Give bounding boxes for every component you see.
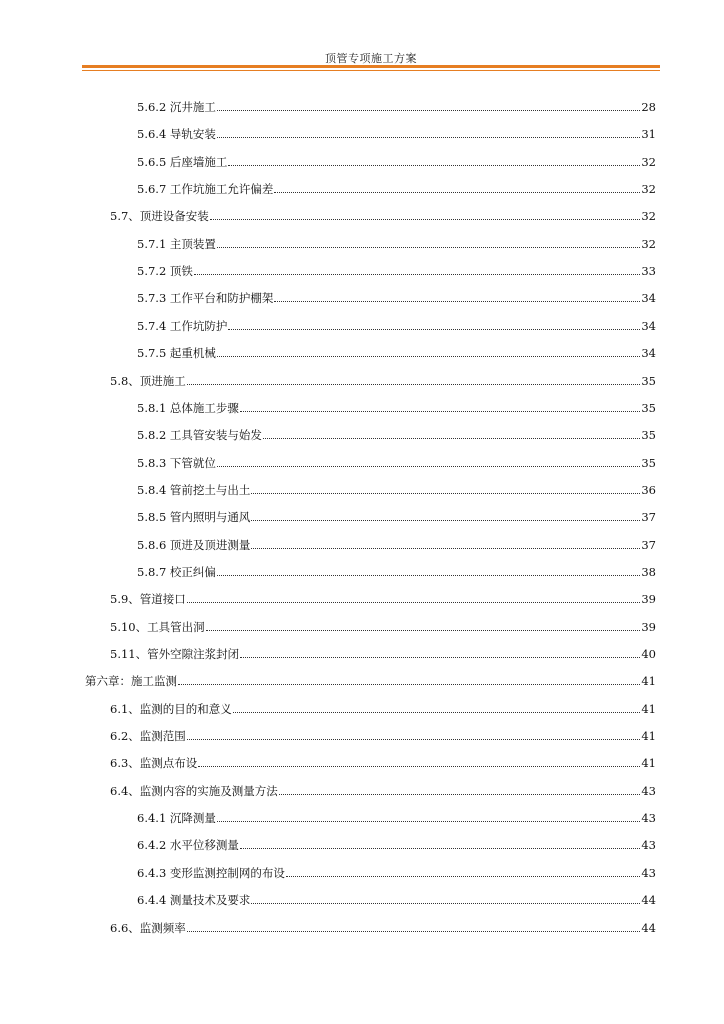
toc-entry-title: 5.7.2 顶铁 [137, 264, 193, 279]
toc-dot-leader [217, 246, 640, 248]
toc-dot-leader [206, 629, 641, 631]
toc-entry[interactable] [110, 780, 656, 798]
toc-dot-leader [233, 711, 641, 713]
toc-dot-leader [217, 109, 640, 111]
toc-entry-page-number: 35 [641, 373, 656, 388]
toc-entry-page-number: 32 [641, 209, 656, 224]
toc-entry-page-number: 35 [641, 400, 656, 415]
toc-entry[interactable] [137, 287, 656, 305]
toc-entry-page-number: 35 [641, 455, 656, 470]
toc-dot-leader [279, 793, 641, 795]
toc-entry[interactable] [137, 315, 656, 333]
toc-entry[interactable] [137, 260, 656, 278]
toc-entry-page-number: 34 [641, 346, 656, 361]
toc-dot-leader [228, 164, 640, 166]
toc-entry-page-number: 44 [641, 893, 656, 908]
toc-entry[interactable] [137, 397, 656, 415]
toc-entry-page-number: 37 [641, 537, 656, 552]
toc-entry-title: 5.6.7 工作坑施工允许偏差 [137, 182, 274, 197]
toc-entry-title: 6.4.4 测量技术及要求 [137, 893, 251, 908]
toc-entry-title: 6.1、监测的目的和意义 [110, 701, 232, 716]
page-header-title: 顶管专项施工方案 [325, 52, 417, 65]
toc-entry-title: 5.6.5 后座墙施工 [137, 154, 228, 169]
toc-entry-page-number: 43 [641, 783, 656, 798]
toc-dot-leader [187, 738, 641, 740]
toc-entry[interactable] [110, 205, 656, 223]
toc-entry[interactable] [137, 834, 656, 852]
toc-entry[interactable] [137, 479, 656, 497]
toc-entry[interactable] [137, 807, 656, 825]
toc-entry-title: 5.10、工具管出洞 [110, 619, 205, 634]
toc-entry-title: 5.8.2 工具管安装与始发 [137, 428, 262, 443]
toc-entry-page-number: 32 [641, 154, 656, 169]
toc-entry-title: 5.9、管道接口 [110, 592, 186, 607]
toc-entry-title: 5.11、管外空隙注浆封闭 [110, 647, 240, 661]
toc-entry-title: 5.8.3 下管就位 [137, 455, 216, 470]
toc-entry[interactable] [137, 178, 656, 196]
toc-entry-page-number: 28 [641, 100, 656, 114]
toc-dot-leader [263, 437, 640, 439]
toc-entry-page-number: 33 [641, 264, 656, 279]
toc-entry-title: 5.7.5 起重机械 [137, 346, 216, 361]
toc-entry[interactable] [137, 342, 656, 360]
toc-entry-title: 5.7.1 主顶装置 [137, 236, 216, 251]
toc-dot-leader [240, 656, 640, 658]
toc-dot-leader [217, 355, 640, 357]
toc-entry-title: 5.7.4 工作坑防护 [137, 318, 228, 333]
toc-entry[interactable] [110, 588, 656, 606]
toc-dot-leader [240, 847, 640, 849]
toc-entry[interactable] [137, 233, 656, 251]
toc-entry-title: 5.7.3 工作平台和防护棚架 [137, 291, 274, 306]
toc-dot-leader [217, 820, 640, 822]
toc-entry[interactable] [110, 643, 656, 661]
toc-entry-page-number: 39 [641, 619, 656, 634]
toc-dot-leader [187, 383, 641, 385]
toc-entry-title: 第六章：施工监测 [85, 674, 177, 689]
toc-entry[interactable] [137, 424, 656, 442]
toc-entry[interactable] [137, 151, 656, 169]
toc-entry-title: 6.2、监测范围 [110, 729, 186, 744]
toc-entry[interactable] [137, 889, 656, 907]
toc-entry[interactable] [110, 917, 656, 935]
toc-dot-leader [210, 218, 641, 220]
toc-entry-page-number: 37 [641, 510, 656, 525]
toc-entry[interactable] [110, 370, 656, 388]
toc-entry[interactable] [137, 96, 656, 114]
toc-entry-page-number: 41 [641, 756, 656, 771]
toc-dot-leader [274, 300, 640, 302]
toc-entry-title: 5.8、顶进施工 [110, 373, 186, 388]
toc-entry-page-number: 44 [641, 920, 656, 935]
toc-entry[interactable] [110, 698, 656, 716]
toc-entry-page-number: 31 [641, 127, 656, 142]
toc-dot-leader [217, 574, 640, 576]
toc-entry-page-number: 41 [641, 674, 656, 689]
toc-entry[interactable] [137, 452, 656, 470]
toc-entry-title: 6.4.3 变形监测控制网的布设 [137, 865, 285, 880]
toc-entry-title: 6.3、监测点布设 [110, 756, 198, 771]
toc-dot-leader [187, 601, 641, 603]
toc-entry-title: 5.8.4 管前挖土与出土 [137, 482, 251, 497]
toc-entry-title: 5.6.2 沉井施工 [137, 100, 216, 114]
toc-entry-title: 5.8.1 总体施工步骤 [137, 400, 239, 415]
toc-entry-page-number: 43 [641, 865, 656, 880]
toc-entry[interactable] [110, 725, 656, 743]
toc-dot-leader [274, 191, 640, 193]
toc-entry[interactable] [137, 534, 656, 552]
toc-entry[interactable] [137, 862, 656, 880]
toc-entry-page-number: 35 [641, 428, 656, 443]
toc-entry-title: 5.6.4 导轨安装 [137, 127, 216, 142]
toc-dot-leader [286, 875, 640, 877]
toc-entry-page-number: 43 [641, 838, 656, 853]
toc-dot-leader [178, 683, 640, 685]
toc-dot-leader [198, 765, 640, 767]
toc-dot-leader [240, 410, 640, 412]
toc-entry[interactable] [137, 506, 656, 524]
toc-dot-leader [194, 273, 640, 275]
toc-entry-page-number: 32 [641, 182, 656, 197]
toc-dot-leader [251, 519, 640, 521]
toc-entry-page-number: 41 [641, 701, 656, 716]
toc-entry[interactable] [85, 670, 656, 688]
toc-dot-leader [187, 930, 641, 932]
toc-dot-leader [217, 136, 640, 138]
toc-dot-leader [217, 465, 640, 467]
toc-dot-leader [251, 547, 640, 549]
toc-entry[interactable] [110, 616, 656, 634]
toc-entry-page-number: 38 [641, 564, 656, 579]
toc-dot-leader [251, 492, 640, 494]
toc-entry[interactable] [137, 561, 656, 579]
toc-dot-leader [228, 328, 640, 330]
toc-entry-title: 5.8.7 校正纠偏 [137, 564, 216, 579]
toc-entry-page-number: 32 [641, 236, 656, 251]
toc-entry-title: 5.7、顶进设备安装 [110, 209, 209, 224]
toc-entry-page-number: 36 [641, 482, 656, 497]
toc-entry-title: 5.8.6 顶进及顶进测量 [137, 537, 251, 552]
toc-entry-title: 6.4.1 沉降测量 [137, 811, 216, 826]
toc-entry-page-number: 41 [641, 729, 656, 744]
toc-entry-title: 6.4.2 水平位移测量 [137, 838, 239, 853]
toc-dot-leader [251, 902, 640, 904]
header-rule-thin [82, 70, 660, 71]
toc-entry[interactable] [137, 123, 656, 141]
toc-entry[interactable] [110, 752, 656, 770]
toc-entry-title: 5.8.5 管内照明与通风 [137, 510, 251, 525]
toc-entry-page-number: 40 [641, 647, 656, 661]
toc-entry-page-number: 34 [641, 318, 656, 333]
toc-entry-title: 6.4、监测内容的实施及测量方法 [110, 783, 278, 798]
toc-entry-page-number: 43 [641, 811, 656, 826]
toc-entry-title: 6.6、监测频率 [110, 920, 186, 935]
header-rule-thick [82, 65, 660, 68]
toc-entry-page-number: 34 [641, 291, 656, 306]
toc-entry-page-number: 39 [641, 592, 656, 607]
